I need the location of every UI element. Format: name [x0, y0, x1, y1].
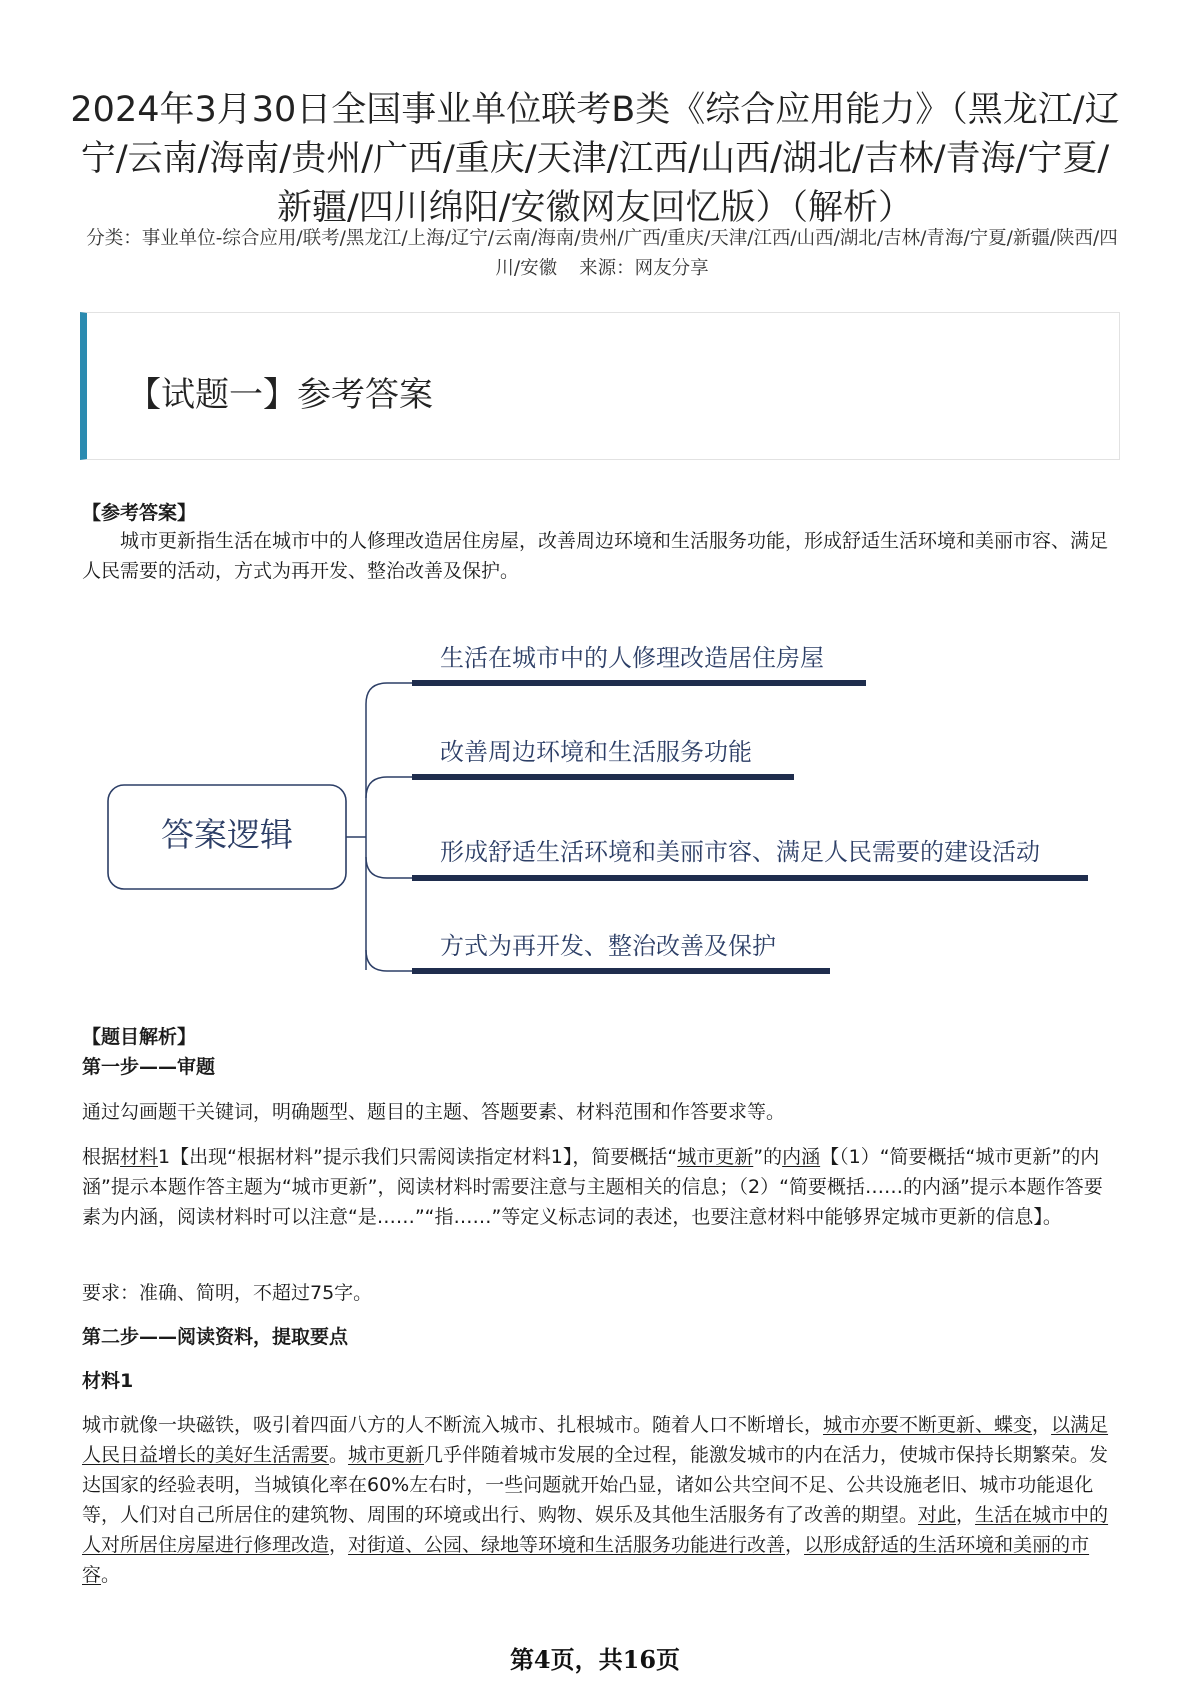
- answer-label: 【参考答案】: [82, 502, 197, 524]
- answer-text: 城市更新指生活在城市中的人修理改造居住房屋，改善周边环境和生活服务功能，形成舒适生活环境和美丽市容、满足人民需要的活动，方式为再开发、整治改善及保护。: [82, 530, 1109, 582]
- material-paragraph: 城市就像一块磁铁，吸引着四面八方的人不断流入城市、扎根城市。随着人口不断增长，城市亦要不断更新、蝶变，以满足人民日益增长的美好生活需要。城市更新几乎伴随着城市发展的全过程，能激发城市的内在活力，使城市保持长期繁荣。发达国家的经验表明，当城镇化率在60%左右时，一些问题就开始凸显，诸如公共空间不足、公共设施老旧、城市功能退化等，人们对自己所居住的建筑物、周围的环境或出行、购物、娱乐及其他生活服务有了改善的期望。对此，生活在城市中的人对所居住房屋进行修理改造，对街道、公园、绿地等环境和生活服务功能进行改善，以形成舒适的生活环境和美丽的市容。: [82, 1414, 1109, 1586]
- category-text: 分类：事业单位-综合应用/联考/黑龙江/上海/辽宁/云南/海南/贵州/广西/重庆/天津/江西/山西/湖北/吉林/青海/宁夏/新疆/陕西/四川/安徽: [86, 228, 1118, 279]
- mindmap-branch-4: 方式为再开发、整治改善及保护: [440, 932, 776, 960]
- mindmap-branch-1: 生活在城市中的人修理改造居住房屋: [440, 644, 824, 672]
- answer-mindmap: [100, 620, 1100, 1000]
- key-point-underline: 城市更新: [348, 1444, 425, 1466]
- mindmap-root: 答案逻辑: [161, 815, 293, 854]
- mindmap-branch-bar: [412, 875, 1088, 881]
- page-footer: 第4页，共16页: [509, 1645, 681, 1674]
- section-title: 【试题一】参考答案: [127, 375, 433, 415]
- document-title: 2024年3月30日全国事业单位联考B类《综合应用能力》（黑龙江/辽宁/云南/海南/贵州/广西/重庆/天津/江西/山西/湖北/吉林/青海/宁夏/新疆/四川绵阳/安徽网友回忆版）（解析）: [70, 90, 1120, 228]
- mindmap-branch-bar: [412, 680, 866, 686]
- key-point-underline: 生活在城市中的人对所居住房屋进行修理改造: [82, 1504, 1109, 1556]
- keyword-underline: 城市更新: [677, 1146, 754, 1168]
- mindmap-branch-bar: [412, 774, 794, 780]
- mindmap-branch-bar: [412, 968, 830, 974]
- analysis-label: 【题目解析】: [82, 1026, 197, 1048]
- mindmap-branch-2: 改善周边环境和生活服务功能: [440, 738, 752, 766]
- keyword-underline: 内涵: [782, 1146, 821, 1168]
- key-point-underline: 对此: [918, 1504, 957, 1526]
- step1-text: 通过勾画题干关键词，明确题型、题目的主题、答题要素、材料范围和作答要求等。: [82, 1101, 786, 1123]
- step2-title: 第二步——阅读资料，提取要点: [82, 1326, 349, 1348]
- key-point-underline: 以形成舒适的生活环境和美丽的市容: [82, 1534, 1090, 1586]
- material-title: 材料1: [82, 1370, 134, 1392]
- key-point-underline: 城市亦要不断更新、蝶变: [823, 1414, 1033, 1436]
- mindmap-connector: [366, 683, 412, 704]
- mindmap-connector: [366, 950, 412, 971]
- question-paragraph: 根据材料1【出现“根据材料”提示我们只需阅读指定材料1】，简要概括“城市更新”的内涵【（1）“简要概括“城市更新”的内涵”提示本题作答主题为“城市更新”，阅读材料时需要注意与主题相关的信息；（2）“简要概括……的内涵”提示本题作答要素为内涵，阅读材料时可以注意“是……”“指……”等定义标志词的表述，也要注意材料中能够界定城市更新的信息】。: [82, 1146, 1103, 1228]
- document-meta: [82, 224, 1122, 284]
- keyword-underline: 材料: [120, 1146, 159, 1168]
- mindmap-connector: [366, 777, 412, 798]
- requirement-text: 要求：准确、简明，不超过75字。: [82, 1282, 373, 1304]
- section-header: [80, 312, 1120, 460]
- mindmap-connector: [366, 857, 412, 878]
- step1-title: 第一步——审题: [82, 1056, 216, 1078]
- key-point-underline: 对街道、公园、绿地等环境和生活服务功能进行改善: [348, 1534, 786, 1556]
- key-point-underline: 以满足人民日益增长的美好生活需要: [82, 1414, 1109, 1466]
- mindmap-branch-3: 形成舒适生活环境和美丽市容、满足人民需要的建设活动: [440, 838, 1040, 866]
- source-text: 来源：网友分享: [579, 258, 709, 279]
